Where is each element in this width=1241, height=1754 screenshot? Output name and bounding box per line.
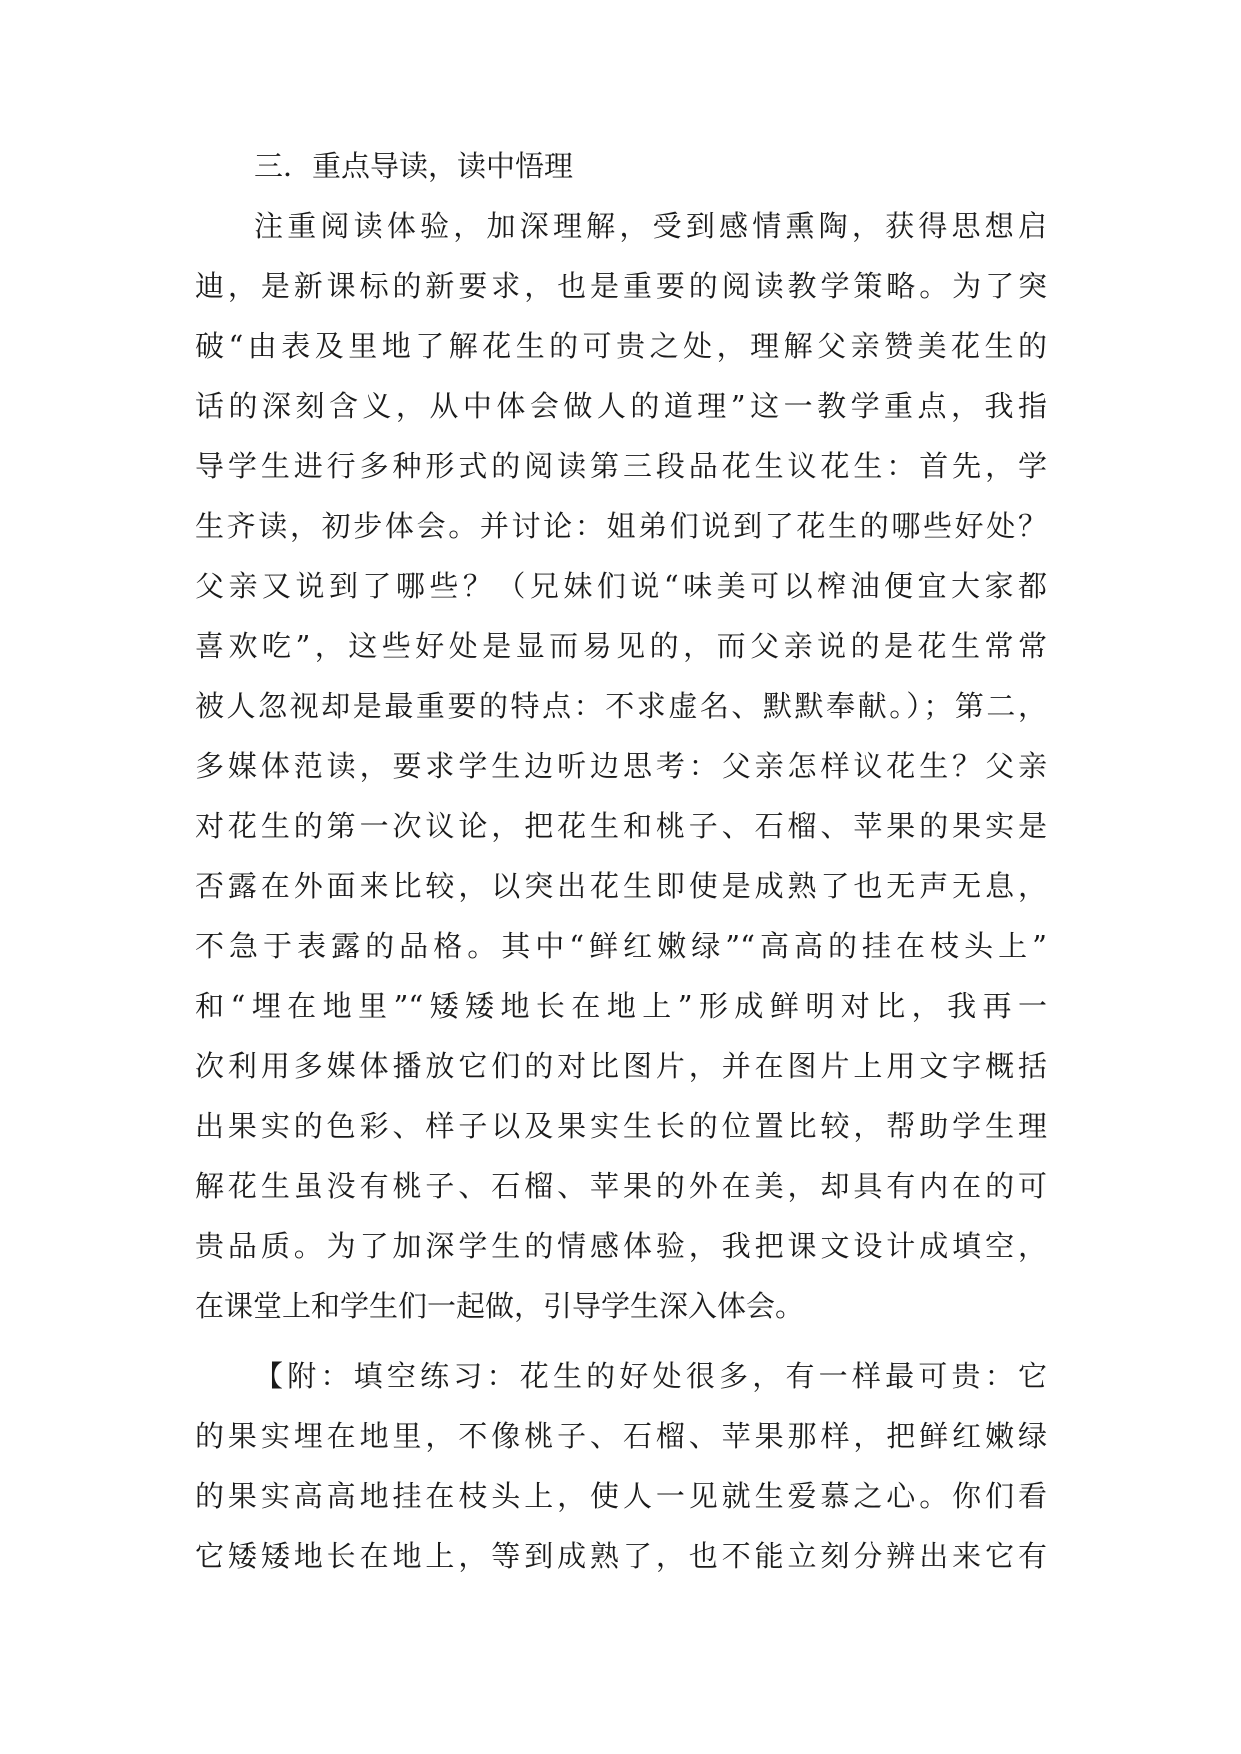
paragraph-text: 不急于表露的品格。其中“鲜红嫩绿”“高高的挂在枝头上” xyxy=(195,929,1047,963)
paragraph-line xyxy=(0,916,1241,976)
paragraph-text: 【附：填空练习：花生的好处很多，有一样最可贵：它 xyxy=(254,1359,1047,1393)
paragraph-line xyxy=(0,796,1241,856)
paragraph-line xyxy=(0,256,1241,316)
paragraph-line xyxy=(0,436,1241,496)
paragraph-line xyxy=(0,676,1241,736)
paragraph-text: 导学生进行多种形式的阅读第三段品花生议花生：首先，学 xyxy=(195,449,1047,483)
paragraph-text: 和“埋在地里”“矮矮地长在地上”形成鲜明对比，我再一 xyxy=(195,989,1047,1023)
paragraph-line xyxy=(0,1276,1241,1336)
paragraph-text: 解花生虽没有桃子、石榴、苹果的外在美，却具有内在的可 xyxy=(195,1169,1047,1203)
paragraph-text: 生齐读，初步体会。并讨论：姐弟们说到了花生的哪些好处？ xyxy=(195,509,1047,543)
paragraph-line xyxy=(0,1216,1241,1276)
paragraph-text: 出果实的色彩、样子以及果实生长的位置比较，帮助学生理 xyxy=(195,1109,1047,1143)
paragraph-text: 在课堂上和学生们一起做，引导学生深入体会。 xyxy=(195,1289,805,1323)
paragraph-text: 的果实埋在地里，不像桃子、石榴、苹果那样，把鲜红嫩绿 xyxy=(195,1419,1047,1453)
paragraph-line xyxy=(0,976,1241,1036)
paragraph-line xyxy=(0,1406,1241,1466)
paragraph-text: 它矮矮地长在地上，等到成熟了，也不能立刻分辨出来它有 xyxy=(195,1539,1047,1573)
paragraph-line xyxy=(0,1156,1241,1216)
section-heading xyxy=(0,136,1241,196)
paragraph-text: 多媒体范读，要求学生边听边思考：父亲怎样议花生？父亲 xyxy=(195,749,1047,783)
paragraph-line xyxy=(0,1096,1241,1156)
paragraph-text: 的果实高高地挂在枝头上，使人一见就生爱慕之心。你们看 xyxy=(195,1479,1047,1513)
paragraph-line xyxy=(0,376,1241,436)
paragraph-line xyxy=(0,196,1241,256)
paragraph-text: 注重阅读体验，加深理解，受到感情熏陶，获得思想启 xyxy=(254,209,1047,243)
paragraph-line xyxy=(0,856,1241,916)
paragraph-text: 次利用多媒体播放它们的对比图片，并在图片上用文字概括 xyxy=(195,1049,1047,1083)
paragraph-line xyxy=(0,736,1241,796)
paragraph-line xyxy=(0,316,1241,376)
paragraph-text: 话的深刻含义，从中体会做人的道理”这一教学重点，我指 xyxy=(195,389,1047,423)
paragraph-text: 喜欢吃”，这些好处是显而易见的，而父亲说的是花生常常 xyxy=(195,629,1047,663)
paragraph-line xyxy=(0,1466,1241,1526)
paragraph-text: 对花生的第一次议论，把花生和桃子、石榴、苹果的果实是 xyxy=(195,809,1047,843)
paragraph-line xyxy=(0,1036,1241,1096)
paragraph-text: 父亲又说到了哪些？（兄妹们说“味美可以榨油便宜大家都 xyxy=(195,569,1047,603)
section-heading-text: 三．重点导读，读中悟理 xyxy=(254,149,574,183)
paragraph-line xyxy=(0,1526,1241,1586)
paragraph-text: 贵品质。为了加深学生的情感体验，我把课文设计成填空， xyxy=(195,1229,1047,1263)
paragraph-text: 否露在外面来比较，以突出花生即使是成熟了也无声无息， xyxy=(195,869,1047,903)
paragraph-text: 破“由表及里地了解花生的可贵之处，理解父亲赞美花生的 xyxy=(195,329,1047,363)
paragraph-text: 被人忽视却是最重要的特点：不求虚名、默默奉献。）；第二， xyxy=(195,689,1047,723)
paragraph-text: 迪，是新课标的新要求，也是重要的阅读教学策略。为了突 xyxy=(195,269,1047,303)
paragraph-line xyxy=(0,556,1241,616)
paragraph-line xyxy=(0,616,1241,676)
paragraph-line xyxy=(0,496,1241,556)
paragraph-line xyxy=(0,1346,1241,1406)
